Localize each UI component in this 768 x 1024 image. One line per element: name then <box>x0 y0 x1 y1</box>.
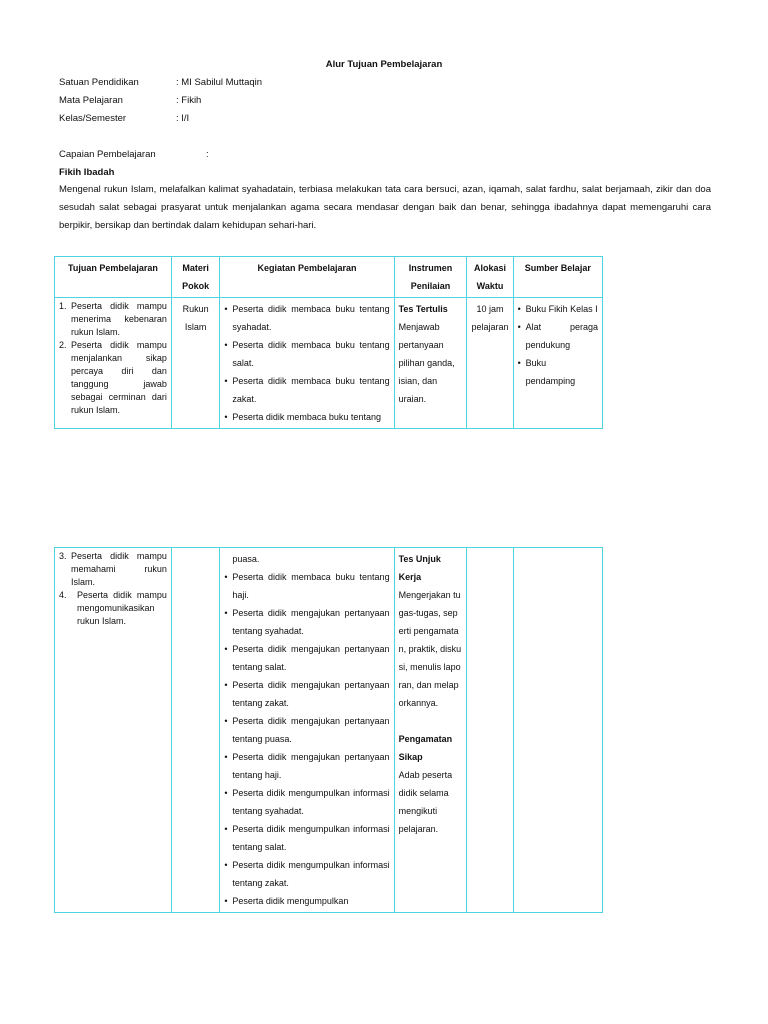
header-kegiatan: Kegiatan Pembelajaran <box>220 257 394 298</box>
table-row <box>55 548 603 913</box>
list-item: • Peserta didik membaca buku tentang syahadat. <box>224 304 390 332</box>
list-item: • Buku pendamping <box>517 358 576 386</box>
meta-value: : Fikih <box>176 95 202 106</box>
meta-value: : MI Sabilul Muttaqin <box>176 77 263 88</box>
list-item: • Peserta didik membaca buku tentang <box>224 412 381 422</box>
table-header-row <box>55 257 603 298</box>
header-instrumen: Instrumen Penilaian <box>394 257 467 298</box>
header-sumber: Sumber Belajar <box>513 257 602 298</box>
meta-value: : I/I <box>176 113 190 124</box>
cell-kegiatan <box>220 298 394 429</box>
list-item: • Peserta didik mengajukan pertanyaan tentang syahadat. <box>224 608 390 636</box>
meta-label: Kelas/Semester <box>59 113 127 124</box>
cell-tujuan <box>55 298 172 429</box>
header-alokasi: Alokasi Waktu <box>467 257 513 298</box>
list-item: 3. Peserta didik mampu memahami rukun Islam. <box>59 551 167 587</box>
list-item: • Peserta didik membaca buku tentang haji. <box>224 572 390 600</box>
cell-alokasi <box>467 548 513 913</box>
header-materi: Materi Pokok <box>171 257 220 298</box>
list-item: 4. Peserta didik mampu mengomunikasikan rukun Islam. <box>59 590 167 626</box>
cell-materi: Rukun Islam <box>171 298 220 429</box>
list-item: 1. Peserta didik mampu menerima kebenaran rukun Islam. <box>59 301 167 337</box>
capaian-label: Capaian Pembelajaran <box>59 149 156 160</box>
list-item: • Peserta didik mengumpulkan <box>224 896 349 906</box>
capaian-text: Mengenal rukun Islam, melafalkan kalimat syahadatain, terbiasa melakukan tata cara bersuci, azan, iqamah, salat fardhu, salat berjamaah, zikir dan doa sesudah salat sebagai prasyarat untuk menjalankan agama secara mendasar dengan baik dan benar, sehingga ibadahnya dapat memengaruhi cara berpikir, bersikap dan bertindak dalam kehidupan sehari-hari. <box>59 184 711 231</box>
capaian-heading: Fikih Ibadah <box>59 167 115 178</box>
list-item: • Peserta didik membaca buku tentang zakat. <box>224 376 390 404</box>
cell-tujuan <box>55 548 172 913</box>
list-item: • Peserta didik mengumpulkan informasi tentang salat. <box>224 824 390 852</box>
list-item: • Buku Fikih Kelas I <box>517 304 598 314</box>
list-item: • Alat peraga pendukung <box>517 322 598 350</box>
list-item: • Peserta didik mengumpulkan informasi tentang syahadat. <box>224 788 390 816</box>
list-item: • Peserta didik mengajukan pertanyaan tentang puasa. <box>224 716 390 744</box>
cell-alokasi: 10 jam pelajaran <box>467 298 513 429</box>
list-item-continuation: puasa. <box>232 554 260 564</box>
header-tujuan: Tujuan Pembelajaran <box>55 257 172 298</box>
cell-kegiatan <box>220 548 394 913</box>
list-item: • Peserta didik mengumpulkan informasi tentang zakat. <box>224 860 390 888</box>
learning-table-part-2 <box>54 547 603 913</box>
list-item: • Peserta didik mengajukan pertanyaan tentang zakat. <box>224 680 390 708</box>
list-item: 2. Peserta didik mampu menjalankan sikap percaya diri dan tanggung jawab sebagai cerminan dari rukun Islam. <box>59 340 167 415</box>
cell-instrumen: Tes Unjuk Kerja Mengerjakan tugas-tugas, seperti pengamatan, praktik, diskusi, menulis laporan, dan melaporkannya. Pengamatan Sikap Adab peserta didik selama mengikuti pelajaran. <box>394 548 467 913</box>
learning-table-part-1 <box>54 256 603 429</box>
cell-sumber <box>513 298 602 429</box>
table-row <box>55 298 603 429</box>
meta-label: Satuan Pendidikan <box>59 77 139 88</box>
cell-sumber <box>513 548 602 913</box>
document-title: Alur Tujuan Pembelajaran <box>325 59 443 70</box>
list-item: • Peserta didik mengajukan pertanyaan tentang haji. <box>224 752 390 780</box>
capaian-colon: : <box>206 149 209 160</box>
meta-label: Mata Pelajaran <box>59 95 123 106</box>
cell-materi <box>171 548 220 913</box>
list-item: • Peserta didik mengajukan pertanyaan tentang salat. <box>224 644 390 672</box>
cell-instrumen: Tes Tertulis Menjawab pertanyaan pilihan ganda, isian, dan uraian. <box>394 298 467 429</box>
list-item: • Peserta didik membaca buku tentang salat. <box>224 340 390 368</box>
